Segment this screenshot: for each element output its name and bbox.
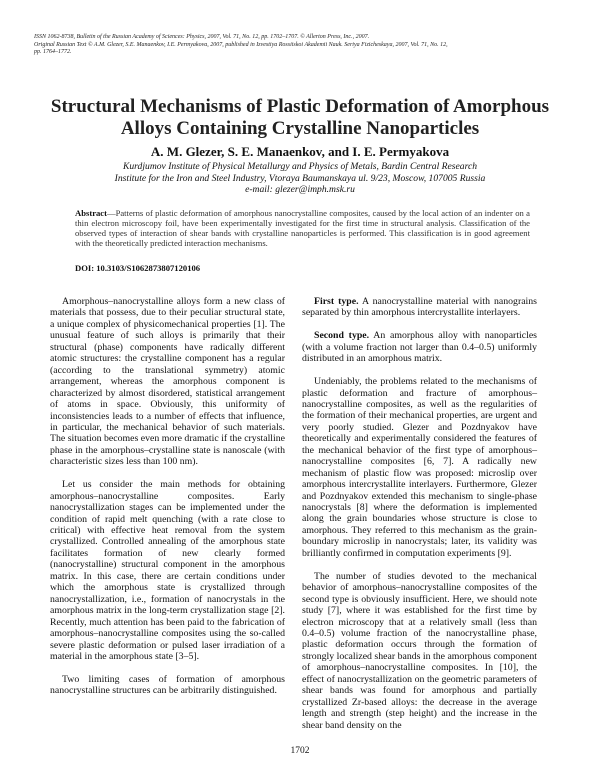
first-type-label: First type. xyxy=(314,296,359,307)
right-column xyxy=(302,296,537,742)
abstract xyxy=(75,208,530,248)
paragraph: Let us consider the main methods for obtaining amorphous–nanocrystalline composites. Early nanocrystallization stages can be implemented under the condition of rapid melt quenching (with a rate close to critical) with effective heat removal from the system crystallized. Controlled annealing of the amorphous state facilitates formation of new clearly formed (nanocrystalline) structural component in the amorphous matrix. In this case, there are certain conditions under which the amorphous state is crystallized through nanocrystallization, i.e., formation of nanocrystals in the amorphous matrix in the long-term crystallization stage [2]. Recently, much attention has been paid to the fabrication of amorphous–nanocrystalline composites using the so-called severe plastic deformation or pulsed laser irradiation of a material in the amorphous state [3–5]. xyxy=(50,479,285,662)
paragraph: Amorphous–nanocrystalline alloys form a new class of materials that possess, due to their peculiar structural state, a unique complex of physicomechanical properties [1]. The unusual feature of such alloys is primarily that their structural (phase) components have radically different atomic structures: the crystalline component has a regular (according to the translational symmetry) atomic arrangement, whereas the amorphous component is characterized by almost disordered, statistical arrangement of atoms in space. Obviously, this uniformity of inconsistencies leads to a number of effects that influence, in particular, the mechanical behavior of such materials. The situation becomes even more dramatic if the crystalline phase in the amorphous–crystalline state is nanoscale (with characteristic sizes less than 100 nm). xyxy=(50,296,285,468)
doi: DOI: 10.3103/S1062873807120106 xyxy=(75,263,201,273)
affiliation-line: Institute for the Iron and Steel Industry, Vtoraya Baumanskaya ul. 9/23, Moscow, 107005 Russia xyxy=(114,172,486,184)
left-column xyxy=(50,296,285,708)
paragraph-first-type xyxy=(302,296,537,319)
second-type-text: An amorphous alloy with nanoparticles (with a volume fraction not larger than 0.4–0.5) uniformly distributed in an amorphous matrix. xyxy=(302,330,537,365)
authors: A. M. Glezer, S. E. Manaenkov, and I. E. Permyakova xyxy=(150,144,450,159)
paragraph: Two limiting cases of formation of amorphous nanocrystalline structures can be arbitrarily distinguished. xyxy=(50,673,285,697)
header-line: ISSN 1062-8738, Bulletin of the Russian Academy of Sciences: Physics, 2007, Vol. 71, No. 12, pp. 1702–1707. © Allerton Press, Inc., 2007. xyxy=(34,34,370,40)
affiliation-line: Kurdjumov Institute of Physical Metallurgy and Physics of Metals, Bardin Central Research xyxy=(122,161,478,172)
header-line: pp. 1764–1772. xyxy=(34,49,72,56)
paragraph: Undeniably, the problems related to the mechanisms of plastic deformation and fracture of amorphous–nanocrystalline composites, as well as the regularities of the formation of their mechanical properties, are urgent and very poorly studied. Glezer and Pozdnyakov have theoretically and experimentally considered the features of the mechanical behavior of the first type of amorphous–nanocrystalline composites [6, 7]. A radically new mechanism of plastic flow was proposed: microslip over amorphous intercrystallite interlayers. Furthermore, Glezer and Pozdnyakov extended this mechanism to single-phase nanocrystals [8] where the deformation is implemented along the grain boundaries whose structure is close to amorphous. They referred to this mechanism as the grain-boundary microslip in nanocrystals; later, its validity was brilliantly confirmed in computation experiments [9]. xyxy=(302,376,537,559)
first-type-text: A nanocrystalline material with nanograins separated by thin amorphous intercrystallite interlayers. xyxy=(302,296,537,319)
paragraph-second-type xyxy=(302,330,537,364)
page-number: 1702 xyxy=(290,746,310,756)
email: e-mail: glezer@imph.msk.ru xyxy=(245,184,355,196)
header-line: Original Russian Text © A.M. Glezer, S.E. Manaenkov, I.E. Permyakova, 2007, published in Izvestiya Rossiiskoi Akademii Nauk. Seriya Fizicheskaya, 2007, Vol. 71, No. 12, xyxy=(34,41,448,48)
abstract-label: Abstract xyxy=(75,208,107,218)
journal-header xyxy=(34,34,574,57)
second-type-label: Second type. xyxy=(314,330,370,342)
affiliation xyxy=(40,161,560,196)
abstract-text: —Patterns of plastic deformation of amorphous nanocrystalline composites, caused by the local action of an indenter on a thin electron microscopy foil, have been experimentally investigated for the first time in structural analysis. Classification of the observed types of interaction of shear bands with crystalline nanoparticles is performed. This classification is in good agreement with the theoretically predicted interaction mechanisms. xyxy=(75,208,530,248)
paper-title: Structural Mechanisms of Plastic Deformation of Amorphous Alloys Containing Crystalline Nanoparticles xyxy=(50,96,550,139)
paragraph: The number of studies devoted to the mechanical behavior of amorphous–nanocrystalline composites of the second type is obviously insufficient. Here, we should note study [7], where it was established for the first time by electron microscopy that at a relatively small (less than 0.4–0.5) volume fraction of the nanocrystalline phase, plastic deformation occurs through the formation of strongly localized shear bands in the amorphous component of amorphous–nanocrystalline composites. In [10], the effect of nanocrystallization on the geometric parameters of shear bands was found for amorphous and partially crystallized Zr-based alloys: the decrease in the average length and strength (step height) and the increase in the shear band density on the xyxy=(302,570,537,731)
